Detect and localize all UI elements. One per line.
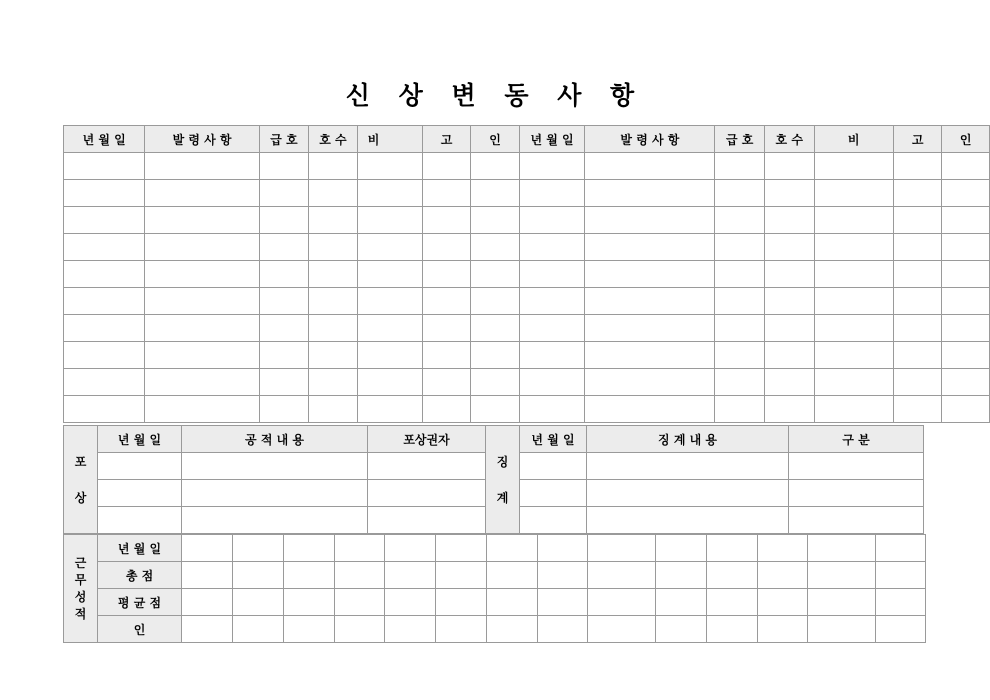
- history-cell[interactable]: [893, 342, 942, 369]
- history-cell[interactable]: [519, 342, 585, 369]
- performance-row: [64, 562, 926, 589]
- performance-cell[interactable]: [876, 535, 926, 562]
- history-cell[interactable]: [942, 261, 990, 288]
- history-cell[interactable]: [715, 396, 765, 423]
- history-row: [64, 207, 990, 234]
- history-cell[interactable]: [764, 369, 814, 396]
- history-cell[interactable]: [357, 261, 422, 288]
- history-cell[interactable]: [471, 315, 520, 342]
- history-cell[interactable]: [585, 342, 715, 369]
- history-cell[interactable]: [814, 396, 893, 423]
- performance-side-label: [64, 535, 98, 643]
- history-row: [64, 315, 990, 342]
- history-cell[interactable]: [422, 396, 471, 423]
- history-cell[interactable]: [357, 288, 422, 315]
- history-cell[interactable]: [893, 315, 942, 342]
- header-grade-2: 급 호: [715, 126, 765, 153]
- history-cell[interactable]: [64, 234, 145, 261]
- history-cell[interactable]: [715, 261, 765, 288]
- performance-row-label: 총 점: [98, 562, 182, 589]
- performance-cell[interactable]: [385, 535, 436, 562]
- history-cell[interactable]: [814, 234, 893, 261]
- history-cell[interactable]: [259, 369, 309, 396]
- history-cell[interactable]: [145, 288, 259, 315]
- history-cell[interactable]: [422, 207, 471, 234]
- history-cell[interactable]: [309, 396, 358, 423]
- history-cell[interactable]: [942, 396, 990, 423]
- history-cell[interactable]: [942, 234, 990, 261]
- performance-cell[interactable]: [758, 562, 808, 589]
- performance-cell[interactable]: [707, 562, 758, 589]
- history-row: [64, 261, 990, 288]
- history-cell[interactable]: [64, 207, 145, 234]
- history-cell[interactable]: [357, 207, 422, 234]
- award-header-authority: 포상권자: [368, 426, 486, 453]
- history-cell[interactable]: [471, 396, 520, 423]
- history-cell[interactable]: [145, 153, 259, 180]
- history-cell[interactable]: [259, 207, 309, 234]
- performance-cell[interactable]: [758, 589, 808, 616]
- history-cell[interactable]: [145, 261, 259, 288]
- history-cell[interactable]: [814, 369, 893, 396]
- history-cell[interactable]: [64, 180, 145, 207]
- history-cell[interactable]: [259, 180, 309, 207]
- performance-side-char: 무: [74, 572, 87, 587]
- history-cell[interactable]: [715, 180, 765, 207]
- performance-cell[interactable]: [233, 562, 284, 589]
- performance-side-char: 성: [74, 589, 87, 604]
- performance-cell[interactable]: [335, 535, 385, 562]
- discipline-header-date: 년 월 일: [520, 426, 587, 453]
- history-cell[interactable]: [259, 153, 309, 180]
- discipline-side-char-2: 계: [496, 490, 509, 505]
- performance-row-label: 평 균 점: [98, 589, 182, 616]
- history-cell[interactable]: [814, 207, 893, 234]
- performance-cell[interactable]: [588, 562, 656, 589]
- history-cell[interactable]: [259, 396, 309, 423]
- performance-cell[interactable]: [487, 562, 538, 589]
- history-cell[interactable]: [259, 288, 309, 315]
- history-cell[interactable]: [893, 396, 942, 423]
- performance-table: [63, 534, 926, 643]
- performance-row: [64, 535, 926, 562]
- history-cell[interactable]: [145, 207, 259, 234]
- header-date-2: 년 월 일: [519, 126, 585, 153]
- history-cell[interactable]: [64, 315, 145, 342]
- history-cell[interactable]: [893, 234, 942, 261]
- performance-side-char: 적: [74, 606, 87, 621]
- performance-cell[interactable]: [233, 589, 284, 616]
- header-remark-b-2: 고: [893, 126, 942, 153]
- history-cell[interactable]: [814, 153, 893, 180]
- history-cell[interactable]: [893, 180, 942, 207]
- award-header-row: [64, 426, 924, 453]
- performance-cell[interactable]: [758, 535, 808, 562]
- performance-cell[interactable]: [385, 616, 436, 643]
- history-cell[interactable]: [893, 369, 942, 396]
- header-remark-a-2: 비: [814, 126, 893, 153]
- discipline-cell[interactable]: [789, 507, 924, 534]
- history-cell[interactable]: [145, 396, 259, 423]
- history-cell[interactable]: [519, 261, 585, 288]
- discipline-cell[interactable]: [520, 507, 587, 534]
- history-cell[interactable]: [893, 207, 942, 234]
- history-cell[interactable]: [764, 342, 814, 369]
- performance-cell[interactable]: [656, 589, 707, 616]
- header-remark-a-1: 비: [357, 126, 422, 153]
- history-cell[interactable]: [64, 342, 145, 369]
- performance-cell[interactable]: [182, 616, 233, 643]
- discipline-cell[interactable]: [520, 453, 587, 480]
- history-cell[interactable]: [471, 180, 520, 207]
- history-cell[interactable]: [309, 234, 358, 261]
- history-cell[interactable]: [715, 315, 765, 342]
- history-cell[interactable]: [814, 342, 893, 369]
- performance-cell[interactable]: [335, 616, 385, 643]
- history-cell[interactable]: [764, 396, 814, 423]
- performance-cell[interactable]: [538, 562, 588, 589]
- history-cell[interactable]: [814, 180, 893, 207]
- history-cell[interactable]: [145, 369, 259, 396]
- history-cell[interactable]: [357, 342, 422, 369]
- performance-cell[interactable]: [335, 562, 385, 589]
- history-cell[interactable]: [357, 234, 422, 261]
- history-cell[interactable]: [764, 234, 814, 261]
- header-seal-1: 인: [471, 126, 520, 153]
- history-cell[interactable]: [942, 369, 990, 396]
- performance-cell[interactable]: [808, 616, 876, 643]
- history-cell[interactable]: [585, 288, 715, 315]
- history-cell[interactable]: [585, 396, 715, 423]
- history-cell[interactable]: [309, 207, 358, 234]
- history-row: [64, 342, 990, 369]
- history-cell[interactable]: [422, 261, 471, 288]
- history-cell[interactable]: [309, 342, 358, 369]
- history-cell[interactable]: [519, 369, 585, 396]
- performance-cell[interactable]: [876, 589, 926, 616]
- header-seal-2: 인: [942, 126, 990, 153]
- performance-cell[interactable]: [487, 589, 538, 616]
- history-cell[interactable]: [942, 207, 990, 234]
- history-cell[interactable]: [422, 342, 471, 369]
- discipline-side-label: [486, 426, 520, 534]
- performance-cell[interactable]: [436, 589, 487, 616]
- discipline-cell[interactable]: [789, 453, 924, 480]
- history-row: [64, 180, 990, 207]
- history-cell[interactable]: [585, 207, 715, 234]
- history-cell[interactable]: [357, 396, 422, 423]
- history-table: [63, 125, 990, 423]
- history-cell[interactable]: [764, 153, 814, 180]
- history-cell[interactable]: [309, 315, 358, 342]
- history-cell[interactable]: [471, 369, 520, 396]
- history-row: [64, 369, 990, 396]
- history-cell[interactable]: [942, 288, 990, 315]
- award-discipline-table: [63, 425, 924, 534]
- performance-cell[interactable]: [808, 535, 876, 562]
- history-cell[interactable]: [764, 288, 814, 315]
- performance-cell[interactable]: [182, 562, 233, 589]
- history-body: [64, 153, 990, 423]
- history-cell[interactable]: [893, 288, 942, 315]
- history-cell[interactable]: [309, 369, 358, 396]
- history-cell[interactable]: [309, 288, 358, 315]
- performance-cell[interactable]: [385, 562, 436, 589]
- history-cell[interactable]: [357, 369, 422, 396]
- history-cell[interactable]: [893, 261, 942, 288]
- history-cell[interactable]: [893, 153, 942, 180]
- performance-cell[interactable]: [588, 589, 656, 616]
- history-cell[interactable]: [814, 288, 893, 315]
- history-cell[interactable]: [585, 153, 715, 180]
- award-header-date: 년 월 일: [98, 426, 182, 453]
- discipline-cell[interactable]: [520, 480, 587, 507]
- history-cell[interactable]: [145, 180, 259, 207]
- award-cell[interactable]: [182, 453, 368, 480]
- history-cell[interactable]: [585, 261, 715, 288]
- history-cell[interactable]: [309, 153, 358, 180]
- history-cell[interactable]: [422, 153, 471, 180]
- history-cell[interactable]: [764, 180, 814, 207]
- history-cell[interactable]: [145, 234, 259, 261]
- performance-side-char: 근: [74, 555, 87, 570]
- history-cell[interactable]: [942, 180, 990, 207]
- performance-cell[interactable]: [385, 589, 436, 616]
- performance-cell[interactable]: [487, 535, 538, 562]
- history-cell[interactable]: [309, 180, 358, 207]
- history-cell[interactable]: [519, 153, 585, 180]
- history-cell[interactable]: [64, 396, 145, 423]
- performance-cell[interactable]: [656, 616, 707, 643]
- history-cell[interactable]: [715, 153, 765, 180]
- history-cell[interactable]: [471, 288, 520, 315]
- history-cell[interactable]: [64, 261, 145, 288]
- performance-cell[interactable]: [284, 562, 335, 589]
- history-cell[interactable]: [715, 342, 765, 369]
- performance-cell[interactable]: [588, 616, 656, 643]
- performance-cell[interactable]: [588, 535, 656, 562]
- history-cell[interactable]: [357, 315, 422, 342]
- history-cell[interactable]: [145, 315, 259, 342]
- header-order-1: 발 령 사 항: [145, 126, 259, 153]
- award-cell[interactable]: [368, 480, 486, 507]
- performance-cell[interactable]: [656, 535, 707, 562]
- performance-cell[interactable]: [284, 535, 335, 562]
- history-cell[interactable]: [64, 153, 145, 180]
- performance-cell[interactable]: [656, 562, 707, 589]
- history-row: [64, 396, 990, 423]
- performance-row: [64, 589, 926, 616]
- performance-cell[interactable]: [182, 589, 233, 616]
- history-row: [64, 153, 990, 180]
- performance-cell[interactable]: [707, 589, 758, 616]
- performance-body: [64, 535, 926, 643]
- history-cell[interactable]: [585, 234, 715, 261]
- performance-cell[interactable]: [436, 616, 487, 643]
- history-cell[interactable]: [942, 315, 990, 342]
- performance-row-label: 인: [98, 616, 182, 643]
- history-cell[interactable]: [422, 315, 471, 342]
- history-cell[interactable]: [64, 369, 145, 396]
- history-cell[interactable]: [471, 207, 520, 234]
- discipline-cell[interactable]: [587, 507, 789, 534]
- history-cell[interactable]: [519, 288, 585, 315]
- history-cell[interactable]: [764, 207, 814, 234]
- history-header-row: [64, 126, 990, 153]
- performance-cell[interactable]: [538, 616, 588, 643]
- performance-cell[interactable]: [758, 616, 808, 643]
- history-cell[interactable]: [519, 234, 585, 261]
- history-cell[interactable]: [764, 315, 814, 342]
- award-side-label: [64, 426, 98, 534]
- history-cell[interactable]: [814, 315, 893, 342]
- performance-cell[interactable]: [233, 616, 284, 643]
- history-row: [64, 234, 990, 261]
- header-remark-b-1: 고: [422, 126, 471, 153]
- history-cell[interactable]: [471, 261, 520, 288]
- history-cell[interactable]: [585, 180, 715, 207]
- performance-row: [64, 616, 926, 643]
- performance-row-label: 년 월 일: [98, 535, 182, 562]
- history-cell[interactable]: [519, 180, 585, 207]
- history-cell[interactable]: [309, 261, 358, 288]
- award-cell[interactable]: [98, 480, 182, 507]
- performance-cell[interactable]: [233, 535, 284, 562]
- award-cell[interactable]: [98, 507, 182, 534]
- history-cell[interactable]: [259, 234, 309, 261]
- award-cell[interactable]: [182, 507, 368, 534]
- award-cell[interactable]: [182, 480, 368, 507]
- performance-cell[interactable]: [436, 535, 487, 562]
- header-grade-1: 급 호: [259, 126, 309, 153]
- history-cell[interactable]: [259, 261, 309, 288]
- history-cell[interactable]: [357, 153, 422, 180]
- history-cell[interactable]: [422, 288, 471, 315]
- history-cell[interactable]: [715, 207, 765, 234]
- history-cell[interactable]: [715, 369, 765, 396]
- history-cell[interactable]: [814, 261, 893, 288]
- history-cell[interactable]: [422, 234, 471, 261]
- discipline-cell[interactable]: [587, 480, 789, 507]
- performance-cell[interactable]: [808, 562, 876, 589]
- history-cell[interactable]: [422, 180, 471, 207]
- performance-cell[interactable]: [808, 589, 876, 616]
- award-cell[interactable]: [368, 453, 486, 480]
- discipline-header-type: 구 분: [789, 426, 924, 453]
- performance-cell[interactable]: [538, 589, 588, 616]
- history-cell[interactable]: [519, 396, 585, 423]
- performance-cell[interactable]: [538, 535, 588, 562]
- performance-cell[interactable]: [182, 535, 233, 562]
- award-side-char-1: 포: [74, 454, 87, 469]
- discipline-cell[interactable]: [789, 480, 924, 507]
- performance-cell[interactable]: [876, 562, 926, 589]
- performance-cell[interactable]: [284, 616, 335, 643]
- performance-cell[interactable]: [335, 589, 385, 616]
- history-cell[interactable]: [259, 315, 309, 342]
- history-cell[interactable]: [259, 342, 309, 369]
- performance-cell[interactable]: [436, 562, 487, 589]
- history-cell[interactable]: [471, 234, 520, 261]
- header-step-1: 호 수: [309, 126, 358, 153]
- performance-cell[interactable]: [284, 589, 335, 616]
- history-cell[interactable]: [585, 315, 715, 342]
- history-cell[interactable]: [357, 180, 422, 207]
- history-cell[interactable]: [585, 369, 715, 396]
- header-step-2: 호 수: [764, 126, 814, 153]
- award-cell[interactable]: [368, 507, 486, 534]
- history-cell[interactable]: [942, 342, 990, 369]
- discipline-header-content: 징 계 내 용: [587, 426, 789, 453]
- performance-cell[interactable]: [707, 535, 758, 562]
- award-side-char-2: 상: [74, 490, 87, 505]
- header-date-1: 년 월 일: [64, 126, 145, 153]
- history-cell[interactable]: [519, 315, 585, 342]
- performance-cell[interactable]: [876, 616, 926, 643]
- discipline-side-char-1: 징: [496, 454, 509, 469]
- page-title: 신 상 변 동 사 항: [345, 81, 645, 110]
- history-cell[interactable]: [145, 342, 259, 369]
- history-cell[interactable]: [715, 234, 765, 261]
- history-cell[interactable]: [471, 153, 520, 180]
- history-row: [64, 288, 990, 315]
- performance-cell[interactable]: [707, 616, 758, 643]
- history-cell[interactable]: [519, 207, 585, 234]
- discipline-cell[interactable]: [587, 453, 789, 480]
- history-cell[interactable]: [422, 369, 471, 396]
- award-cell[interactable]: [98, 453, 182, 480]
- header-order-2: 발 령 사 항: [585, 126, 715, 153]
- award-header-merit: 공 적 내 용: [182, 426, 368, 453]
- history-cell[interactable]: [942, 153, 990, 180]
- history-cell[interactable]: [64, 288, 145, 315]
- history-cell[interactable]: [764, 261, 814, 288]
- history-cell[interactable]: [471, 342, 520, 369]
- performance-cell[interactable]: [487, 616, 538, 643]
- history-cell[interactable]: [715, 288, 765, 315]
